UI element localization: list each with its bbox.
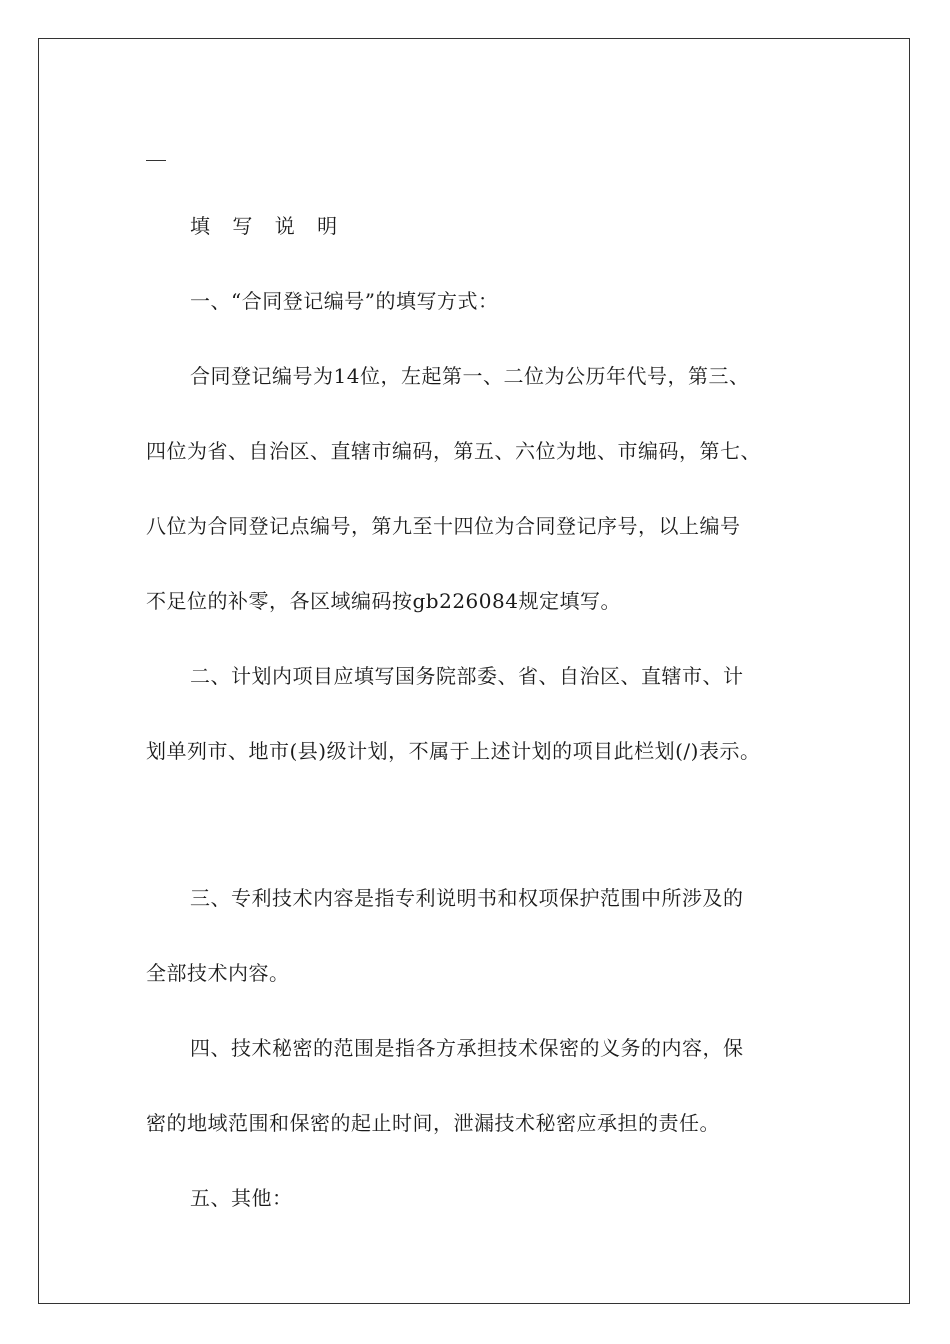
- leading-dash: [146, 160, 166, 161]
- section-3-line-2: 全部技术内容。: [146, 961, 290, 985]
- section-1-line-4: 不足位的补零，各区域编码按gb226084规定填写。: [146, 589, 621, 613]
- section-1-line-2: 四位为省、自治区、直辖市编码，第五、六位为地、市编码，第七、: [146, 439, 761, 463]
- section-2-line-2: 划单列市、地市(县)级计划，不属于上述计划的项目此栏划(/)表示。: [146, 739, 761, 763]
- section-1-line-3: 八位为合同登记点编号，第九至十四位为合同登记序号，以上编号: [146, 514, 741, 538]
- section-1-title: 一、“合同登记编号”的填写方式：: [190, 289, 499, 313]
- document-heading: 填 写 说 明: [190, 214, 346, 238]
- section-5-title: 五、其他：: [190, 1186, 293, 1210]
- section-3-line-1: 三、专利技术内容是指专利说明书和权项保护范围中所涉及的: [190, 886, 744, 910]
- section-4-line-1: 四、技术秘密的范围是指各方承担技术保密的义务的内容，保: [190, 1036, 744, 1060]
- section-1-line-1: 合同登记编号为14位，左起第一、二位为公历年代号，第三、: [190, 364, 750, 388]
- section-4-line-2: 密的地域范围和保密的起止时间，泄漏技术秘密应承担的责任。: [146, 1111, 720, 1135]
- section-2-line-1: 二、计划内项目应填写国务院部委、省、自治区、直辖市、计: [190, 664, 744, 688]
